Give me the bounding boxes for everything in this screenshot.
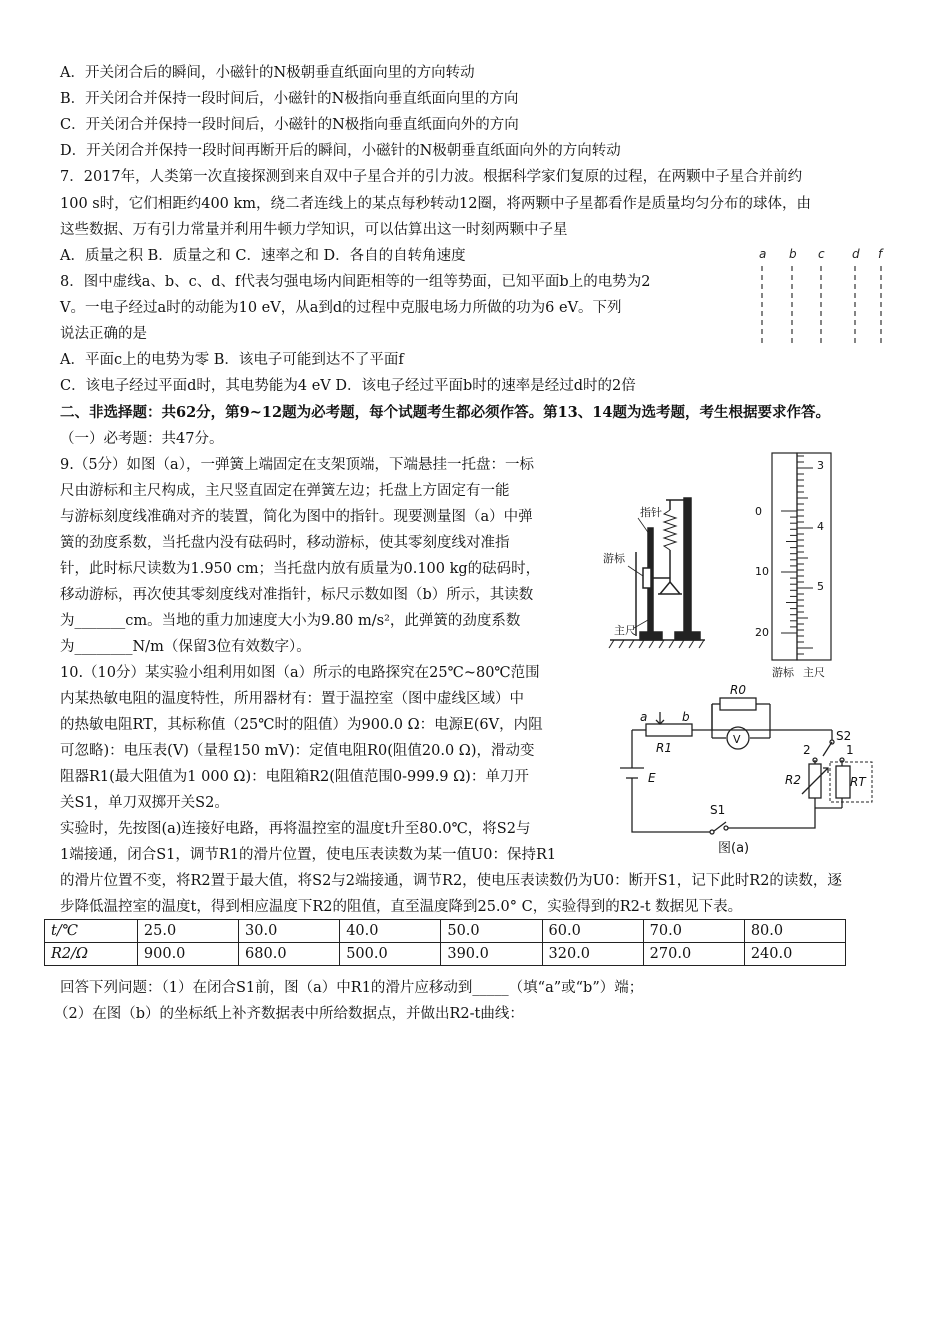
plane-label-c: c xyxy=(818,247,825,261)
main-tick-4: 4 xyxy=(817,520,824,533)
q8-options-ab: A．平面c上的电势为零 B．该电子可能到达不了平面f xyxy=(60,352,404,368)
table-cell: 25.0 xyxy=(137,920,238,943)
table-cell: 270.0 xyxy=(643,943,744,966)
table-cell: 40.0 xyxy=(340,920,441,943)
table-cell: t/℃ xyxy=(45,920,138,943)
q10-line: 1端接通，闭合S1，调节R1的滑片位置，使电压表读数为某一值U0：保持R1 xyxy=(60,847,557,863)
spring-apparatus-figure xyxy=(600,488,710,653)
plane-label-b: b xyxy=(789,247,797,261)
q6-option-c: C．开关闭合并保持一段时间后，小磁针的N极指向垂直纸面向外的方向 xyxy=(60,117,519,133)
table-cell: 30.0 xyxy=(239,920,340,943)
main-scale-label-b: 主尺 xyxy=(803,666,825,679)
table-cell: 50.0 xyxy=(441,920,542,943)
q8-line: V。一电子经过a时的动能为10 eV，从a到d的过程中克服电场力所做的功为6 eV。下列 xyxy=(60,300,622,316)
r1-end-a-label: a xyxy=(640,710,648,724)
table-cell: 80.0 xyxy=(744,920,845,943)
terminal-1-label: 1 xyxy=(846,743,854,757)
table-cell: 500.0 xyxy=(340,943,441,966)
q9-line: 与游标刻度线准确对齐的装置，简化为图中的指针。现要测量图（a）中弹 xyxy=(60,509,533,525)
table-row xyxy=(45,920,846,943)
table-cell: 240.0 xyxy=(744,943,845,966)
q10-line: 内某热敏电阻的温度特性，所用器材有：置于温控室（图中虚线区域）中 xyxy=(60,691,524,707)
table-cell: 390.0 xyxy=(441,943,542,966)
rt-label: RT xyxy=(850,775,866,789)
s2-label: S2 xyxy=(836,729,852,743)
table-row xyxy=(45,943,846,966)
r1-end-b-label: b xyxy=(682,710,690,724)
q7-line: 这些数据、万有引力常量并利用牛顿力学知识，可以估算出这一时刻两颗中子星 xyxy=(60,222,568,238)
terminal-2-label: 2 xyxy=(803,743,811,757)
q9-line: 9.（5分）如图（a），一弹簧上端固定在支架顶端，下端悬挂一托盘：一标 xyxy=(60,457,534,473)
q9-line: 针，此时标尺读数为1.950 cm；当托盘内放有质量为0.100 kg的砝码时， xyxy=(60,561,541,577)
table-cell: 60.0 xyxy=(542,920,643,943)
q10-line: 关S1，单刀双掷开关S2。 xyxy=(60,795,229,811)
q6-option-d: D．开关闭合并保持一段时间再断开后的瞬间，小磁针的N极朝垂直纸面向外的方向转动 xyxy=(60,143,621,159)
section2-subtitle: （一）必考题：共47分。 xyxy=(60,431,224,447)
plane-label-a: a xyxy=(759,247,767,261)
q10-question-2: （2）在图（b）的坐标纸上补齐数据表中所给数据点，并做出R2-t曲线： xyxy=(54,1006,524,1022)
q9-line: 为_______cm。当地的重力加速度大小为9.80 m/s²，此弹簧的劲度系数 xyxy=(60,613,521,629)
r0-label: R0 xyxy=(730,683,746,697)
equipotential-planes-figure xyxy=(748,244,898,348)
r1-label: R1 xyxy=(656,741,672,755)
vernier-label-a: 游标 xyxy=(603,552,625,565)
q6-option-a: A．开关闭合后的瞬间，小磁针的N极朝垂直纸面向里的方向转动 xyxy=(60,65,475,81)
q7-options: A．质量之积 B．质量之和 C．速率之和 D．各自的自转角速度 xyxy=(60,248,466,264)
q10-line: 阻器R1(最大阻值为1 000 Ω)：电阻箱R2(阻值范围0-999.9 Ω)：单刀开 xyxy=(60,769,529,785)
q9-line: 尺由游标和主尺构成，主尺竖直固定在弹簧左边；托盘上方固定有一能 xyxy=(60,483,510,499)
circuit-figure xyxy=(620,682,880,858)
q9-line: 簧的劲度系数，当托盘内没有砝码时，移动游标，使其零刻度线对准指 xyxy=(60,535,510,551)
q10-wide-line: 的滑片位置不变，将R2置于最大值，将S2与2端接通，调节R2，使电压表读数仍为U0：断开S1，记下此时R2的读数，逐 xyxy=(60,873,842,889)
main-tick-3: 3 xyxy=(817,459,824,472)
main-tick-5: 5 xyxy=(817,580,824,593)
s1-label: S1 xyxy=(710,803,726,817)
circuit-caption: 图(a) xyxy=(718,841,750,856)
section2-title: 二、非选择题：共62分，第9~12题为必考题，每个试题考生都必须作答。第13、14题为选考题，考生根据要求作答。 xyxy=(60,404,830,421)
vernier-reading-figure xyxy=(725,448,840,683)
q8-options-cd: C．该电子经过平面d时，其电势能为4 eV D．该电子经过平面b时的速率是经过d时的2倍 xyxy=(60,378,636,394)
table-cell: 900.0 xyxy=(137,943,238,966)
q7-line: 7．2017年，人类第一次直接探测到来自双中子星合并的引力波。根据科学家们复原的过程，在两颗中子星合并前约 xyxy=(60,169,803,185)
q10-line: 可忽略)：电压表(V)（量程150 mV)：定值电阻R0(阻值20.0 Ω)，滑动变 xyxy=(60,743,535,759)
q9-line: 为________N/m（保留3位有效数字）。 xyxy=(60,639,311,655)
pointer-label: 指针 xyxy=(640,506,662,519)
table-cell: R2/Ω xyxy=(45,943,138,966)
vernier-tick-10: 10 xyxy=(755,565,769,578)
r2-label: R2 xyxy=(785,773,801,787)
r2-t-data-table xyxy=(44,919,846,966)
vernier-label-b: 游标 xyxy=(772,666,794,679)
q10-line: 的热敏电阻RT，其标称值（25℃时的阻值）为900.0 Ω：电源E(6V，内阻 xyxy=(60,717,543,733)
table-cell: 70.0 xyxy=(643,920,744,943)
q8-line: 8．图中虚线a、b、c、d、f代表匀强电场内间距相等的一组等势面，已知平面b上的电势为2 xyxy=(60,274,651,290)
vernier-tick-0: 0 xyxy=(755,505,762,518)
table-cell: 320.0 xyxy=(542,943,643,966)
q7-line: 100 s时，它们相距约400 km，绕二者连线上的某点每秒转动12圈，将两颗中子星都看作是质量均匀分布的球体，由 xyxy=(60,196,811,212)
voltmeter-label: V xyxy=(733,733,741,746)
battery-label: E xyxy=(648,771,656,785)
q6-option-b: B．开关闭合并保持一段时间后，小磁针的N极指向垂直纸面向里的方向 xyxy=(60,91,519,107)
plane-label-d: d xyxy=(852,247,860,261)
q10-wide-line: 步降低温控室的温度t，得到相应温度下R2的阻值，直至温度降到25.0° C，实验得到的R2-t 数据见下表。 xyxy=(60,899,743,915)
vernier-tick-20: 20 xyxy=(755,626,769,639)
q10-line: 10.（10分）某实验小组利用如图（a）所示的电路探究在25℃~80℃范围 xyxy=(60,665,540,681)
q9-line: 移动游标，再次使其零刻度线对准指针，标尺示数如图（b）所示，其读数 xyxy=(60,587,534,603)
q10-question-1: 回答下列问题：（1）在闭合S1前，图（a）中R1的滑片应移动到_____（填“a”或“b”）端； xyxy=(60,980,644,996)
q10-line: 实验时，先按图(a)连接好电路，再将温控室的温度t升至80.0℃，将S2与 xyxy=(60,821,531,837)
table-cell: 680.0 xyxy=(239,943,340,966)
q8-line: 说法正确的是 xyxy=(60,326,147,342)
main-scale-label-a: 主尺 xyxy=(614,624,636,637)
plane-label-f: f xyxy=(878,247,883,261)
